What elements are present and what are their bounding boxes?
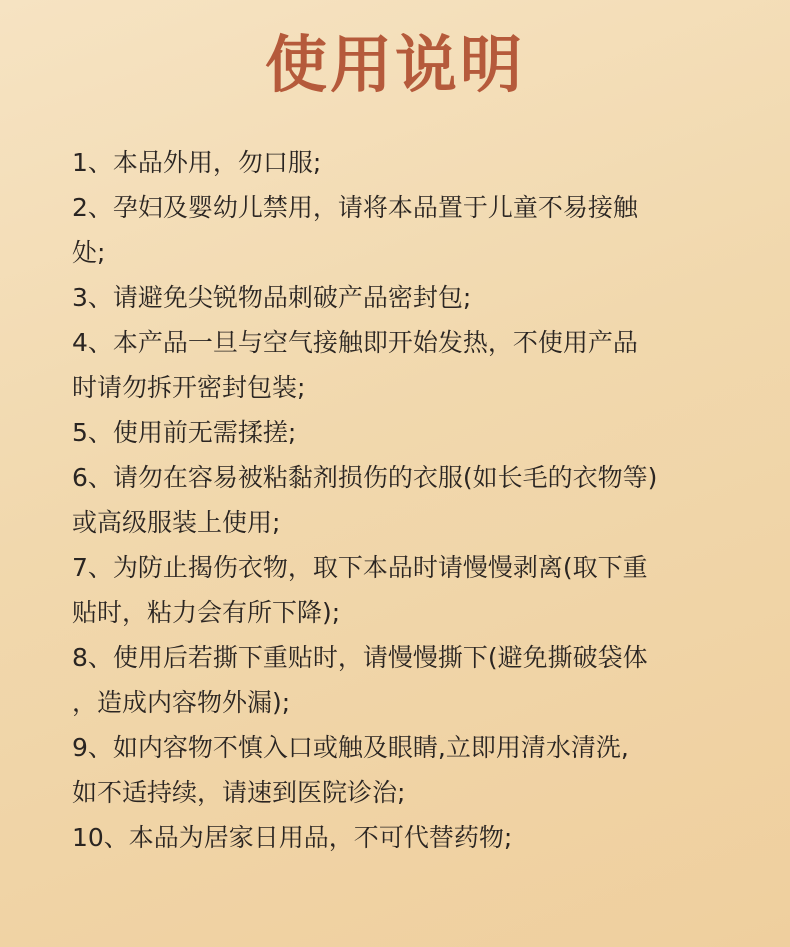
- instruction-line: 3、请避免尖锐物品刺破产品密封包;: [72, 283, 472, 312]
- instruction-line: 1、本品外用，勿口服;: [72, 148, 322, 177]
- instruction-line: 6、请勿在容易被粘黏剂损伤的衣服(如长毛的衣物等): [72, 463, 658, 492]
- instruction-line: 如不适持续，请速到医院诊治;: [72, 778, 406, 807]
- instruction-line: 10、本品为居家日用品，不可代替药物;: [72, 823, 513, 852]
- instruction-line: 9、如内容物不慎入口或触及眼睛,立即用清水清洗,: [72, 733, 629, 762]
- instruction-line: 4、本产品一旦与空气接触即开始发热，不使用产品: [72, 328, 638, 357]
- instruction-line: ，造成内容物外漏);: [72, 688, 291, 717]
- instruction-line: 8、使用后若撕下重贴时，请慢慢撕下(避免撕破袋体: [72, 643, 648, 672]
- instruction-line: 或高级服装上使用;: [72, 508, 281, 537]
- instruction-line: 贴时，粘力会有所下降);: [72, 598, 341, 627]
- instruction-list: [72, 140, 712, 860]
- instruction-line: 7、为防止揭伤衣物，取下本品时请慢慢剥离(取下重: [72, 553, 648, 582]
- page-title: 使用说明: [264, 28, 525, 101]
- instruction-line: 2、孕妇及婴幼儿禁用，请将本品置于儿童不易接触: [72, 193, 638, 222]
- instruction-line: 处;: [72, 238, 106, 267]
- instruction-line: 时请勿拆开密封包装;: [72, 373, 306, 402]
- instruction-line: 5、使用前无需揉搓;: [72, 418, 297, 447]
